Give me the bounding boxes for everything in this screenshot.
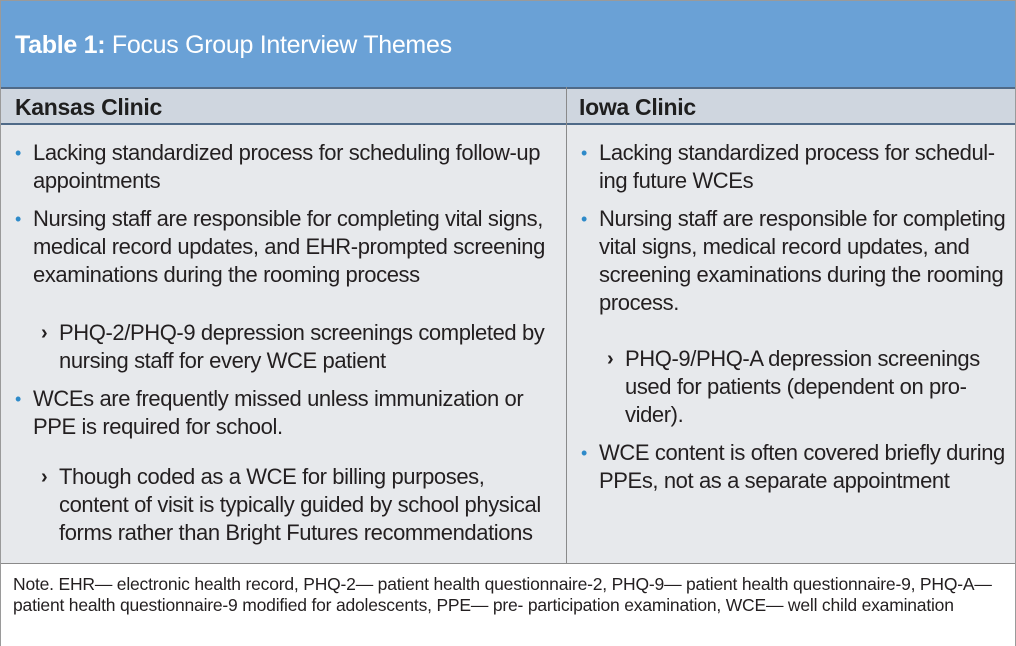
list-item-text: Nursing staff are responsible for completing vital signs, medical record updates, and EHR-prompted screening examinations during the rooming process: [33, 206, 545, 287]
list-item: [15, 385, 555, 441]
table-note-row: [1, 563, 1015, 646]
list-item-text: PHQ-9/PHQ-A depression screenings used for patients (dependent on pro-vider).: [625, 346, 980, 427]
bullet-dot-icon: •: [15, 143, 21, 163]
list-item-text: WCEs are frequently missed unless immunization or PPE is required for school.: [33, 386, 524, 439]
sub-list-item: [15, 319, 555, 375]
bullet-dot-icon: •: [581, 443, 587, 463]
kansas-clinic-column: [15, 139, 555, 557]
table-title: [15, 31, 452, 60]
list-item: [15, 139, 555, 195]
column-divider: [566, 87, 567, 563]
list-item: [581, 139, 1006, 195]
table-label: Table 1:: [15, 31, 106, 59]
list-item: [15, 205, 555, 289]
column-header-iowa: Iowa Clinic: [579, 94, 696, 120]
column-header-row: [1, 87, 1015, 125]
list-item: [581, 439, 1006, 495]
bullet-dot-icon: •: [15, 389, 21, 409]
list-item-text: PHQ-2/PHQ-9 depression screenings completed by nursing staff for every WCE patient: [59, 320, 545, 373]
list-item-text: Though coded as a WCE for billing purposes, content of visit is typically guided by school physical forms rather than Bright Futures recommendations: [59, 464, 541, 545]
chevron-right-icon: ›: [607, 348, 614, 370]
table-title-text: Focus Group Interview Themes: [111, 31, 452, 59]
column-header-kansas: Kansas Clinic: [15, 94, 162, 120]
sub-list-item: [581, 345, 1006, 429]
list-item: [581, 205, 1006, 317]
bullet-dot-icon: •: [15, 209, 21, 229]
list-item-text: WCE content is often covered briefly during PPEs, not as a separate appointment: [599, 440, 1005, 493]
table-title-bar: [1, 1, 1015, 87]
bullet-dot-icon: •: [581, 143, 587, 163]
iowa-clinic-column: [581, 139, 1006, 505]
list-item-text: Lacking standardized process for schedul-ing future WCEs: [599, 140, 995, 193]
list-item-text: Lacking standardized process for scheduling follow-up appointments: [33, 140, 541, 193]
table-note: Note. EHR— electronic health record, PHQ-2— patient health questionnaire-2, PHQ-9— patient health questionnaire-9, PHQ-A— patient health questionnaire-9 modified for adolescents, PPE— pre- participation examination, WCE— well child examination: [13, 574, 992, 615]
bullet-dot-icon: •: [581, 209, 587, 229]
chevron-right-icon: ›: [41, 466, 48, 488]
chevron-right-icon: ›: [41, 322, 48, 344]
list-item-text: Nursing staff are responsible for completing vital signs, medical record updates, and screening examinations during the rooming process.: [599, 206, 1006, 315]
table-body-row: [1, 125, 1015, 563]
sub-list-item: [15, 463, 555, 547]
